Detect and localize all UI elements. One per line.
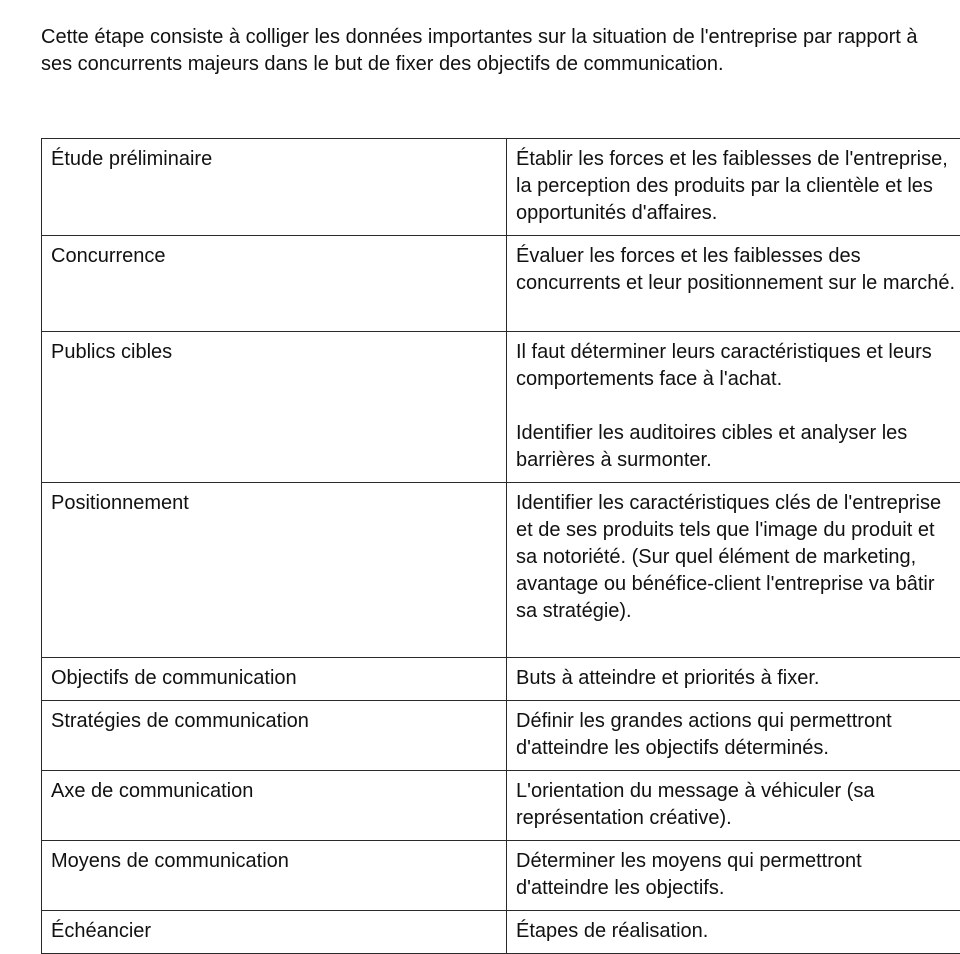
table-row bbox=[42, 139, 960, 236]
step-description-cell: Établir les forces et les faiblesses de l'entreprise, la perception des produits par la clientèle et les opportunités d'affaires. bbox=[507, 139, 960, 236]
step-term-cell: Étude préliminaire bbox=[42, 139, 507, 236]
step-term-cell: Axe de communication bbox=[42, 771, 507, 841]
step-description-cell: Définir les grandes actions qui permettront d'atteindre les objectifs déterminés. bbox=[507, 701, 960, 771]
step-description-cell: Évaluer les forces et les faiblesses des concurrents et leur positionnement sur le marché. bbox=[507, 236, 960, 332]
communication-steps-table bbox=[41, 138, 960, 954]
step-description-cell bbox=[507, 332, 960, 483]
step-description-cell: L'orientation du message à véhiculer (sa représentation créative). bbox=[507, 771, 960, 841]
step-term-cell: Objectifs de communication bbox=[42, 658, 507, 701]
table-row bbox=[42, 658, 960, 701]
step-description-cell: Étapes de réalisation. bbox=[507, 911, 960, 954]
table-body bbox=[42, 139, 960, 954]
table-row bbox=[42, 771, 960, 841]
step-term-cell: Échéancier bbox=[42, 911, 507, 954]
step-term-cell: Concurrence bbox=[42, 236, 507, 332]
communication-steps-table-wrapper bbox=[41, 138, 929, 954]
table-row bbox=[42, 701, 960, 771]
step-term-cell: Moyens de communication bbox=[42, 841, 507, 911]
table-row bbox=[42, 483, 960, 658]
step-term-cell: Publics cibles bbox=[42, 332, 507, 483]
step-description-paragraph: Il faut déterminer leurs caractéristiques et leurs comportements face à l'achat. bbox=[516, 339, 958, 393]
table-row bbox=[42, 911, 960, 954]
step-description-cell: Déterminer les moyens qui permettront d'atteindre les objectifs. bbox=[507, 841, 960, 911]
table-row bbox=[42, 236, 960, 332]
step-description-cell: Buts à atteindre et priorités à fixer. bbox=[507, 658, 960, 701]
table-row bbox=[42, 332, 960, 483]
table-row bbox=[42, 841, 960, 911]
step-description-cell: Identifier les caractéristiques clés de l'entreprise et de ses produits tels que l'image du produit et sa notoriété. (Sur quel élément de marketing, avantage ou bénéfice-client l'entreprise va bâtir sa stratégie). bbox=[507, 483, 960, 658]
step-term-cell: Positionnement bbox=[42, 483, 507, 658]
intro-paragraph: Cette étape consiste à colliger les données importantes sur la situation de l'entreprise par rapport à ses concurrents majeurs dans le but de fixer des objectifs de communication. bbox=[41, 24, 933, 78]
step-term-cell: Stratégies de communication bbox=[42, 701, 507, 771]
step-description-paragraph-secondary: Identifier les auditoires cibles et analyser les barrières à surmonter. bbox=[516, 420, 958, 474]
